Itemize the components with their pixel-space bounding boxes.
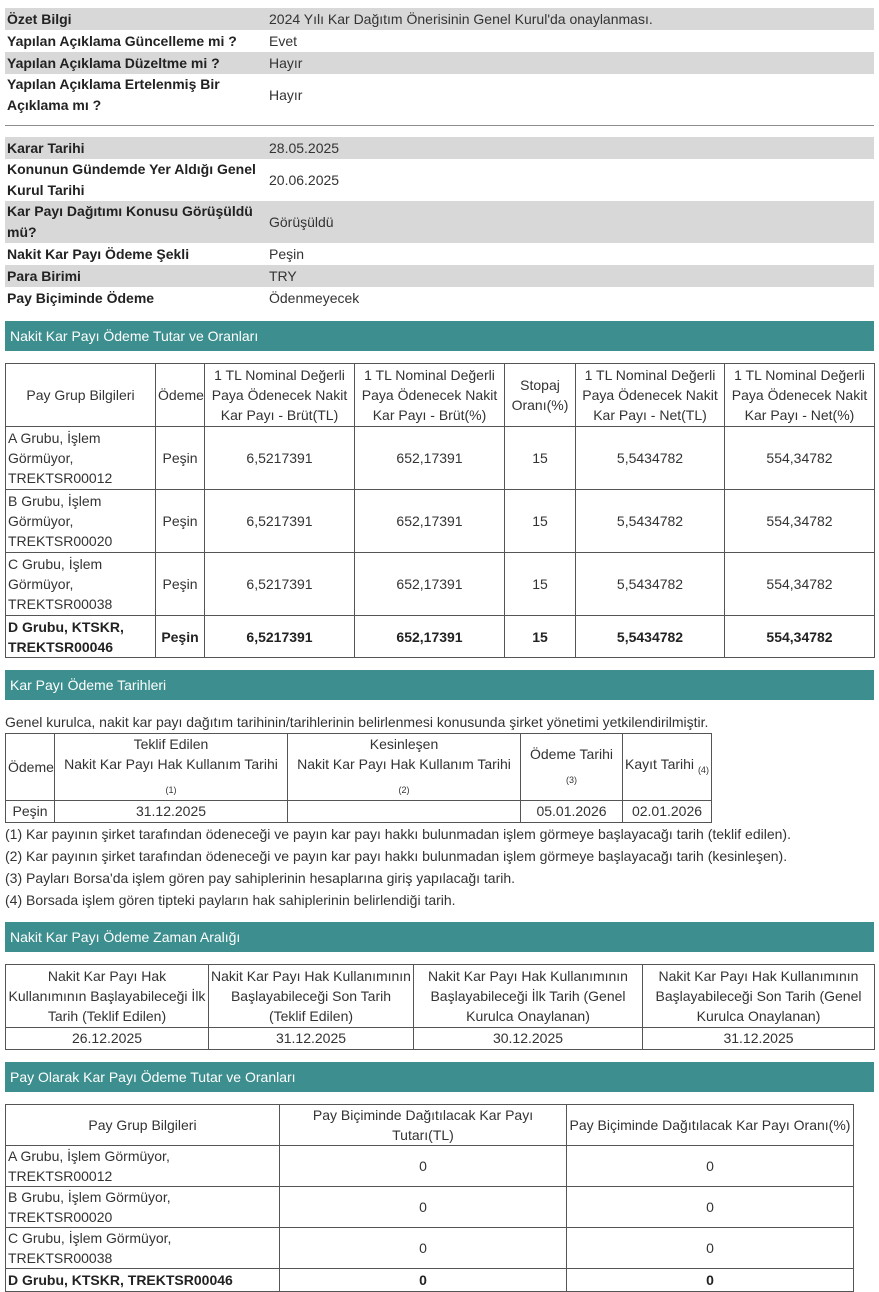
info-label: Nakit Kar Payı Ödeme Şekli: [7, 245, 190, 262]
info-label: Yapılan Açıklama Düzeltme mi ?: [5, 52, 265, 74]
column-header: 1 TL Nominal Değerli Paya Ödenecek Nakit Kar Payı - Brüt(TL): [205, 364, 355, 427]
header-bottom: Nakit Kar Payı Hak Kullanım Tarihi: [297, 756, 511, 772]
payment-cell: Peşin: [156, 616, 205, 658]
header-top: Kesinleşen: [369, 736, 439, 752]
value-cell: 554,34782: [725, 427, 875, 490]
section-header-cash-dividend: Nakit Kar Payı Ödeme Tutar ve Oranları: [5, 321, 874, 351]
section-header-payment-range: Nakit Kar Payı Ödeme Zaman Aralığı: [5, 922, 874, 952]
group-cell: B Grubu, İşlem Görmüyor, TREKTSR00020: [6, 490, 156, 553]
header-bottom: Nakit Kar Payı Hak Kullanım Tarihi: [64, 756, 278, 772]
info-value: Hayır: [269, 86, 303, 103]
decision-info-table: [5, 137, 874, 309]
divider: [5, 125, 874, 126]
table-row: [6, 1227, 854, 1268]
section-header-share-dividend: Pay Olarak Kar Payı Ödeme Tutar ve Oranları: [5, 1062, 874, 1092]
info-label: Özet Bilgi: [5, 8, 265, 30]
column-header: Pay Grup Bilgileri: [6, 364, 156, 427]
info-row: [5, 74, 874, 116]
group-cell: C Grubu, İşlem Görmüyor, TREKTSR00038: [6, 553, 156, 616]
value-cell: 0: [567, 1227, 854, 1268]
table-row: [6, 616, 875, 658]
footnotes: [5, 823, 874, 911]
value-cell: 554,34782: [725, 490, 875, 553]
table-row: [6, 1145, 854, 1186]
group-cell: D Grubu, KTSKR, TREKTSR00046: [6, 1268, 280, 1291]
footnote: (1) Kar payının şirket tarafından ödeneceği ve payın kar payı hakkı bulunmadan işlem görmeye başlayacağı tarih (teklif edilen).: [5, 825, 791, 842]
payment-range-table: [5, 964, 875, 1050]
value-cell: 6,5217391: [205, 553, 355, 616]
info-row: [5, 30, 874, 52]
value-cell: 0: [567, 1268, 854, 1291]
column-header: Pay Biçiminde Dağıtılacak Kar Payı Tutarı(TL): [280, 1104, 567, 1145]
date-cell: 26.12.2025: [6, 1027, 209, 1049]
info-value: 20.06.2025: [269, 171, 340, 188]
date-cell: 05.01.2026: [521, 800, 623, 822]
column-header: [288, 734, 521, 801]
column-header: Ödeme: [156, 364, 205, 427]
group-cell: B Grubu, İşlem Görmüyor, TREKTSR00020: [6, 1186, 280, 1227]
info-value: 2024 Yılı Kar Dağıtım Önerisinin Genel Kurul'da onaylanması.: [265, 8, 874, 30]
info-label: Kar Payı Dağıtımı Konusu Görüşüldü mü?: [5, 201, 265, 243]
column-header: Nakit Kar Payı Hak Kullanımının Başlayabileceği İlk Tarih (Genel Kurulca Onaylanan): [414, 964, 643, 1027]
date-cell: 31.12.2025: [643, 1027, 875, 1049]
info-row: [5, 159, 874, 201]
info-label: Yapılan Açıklama Ertelenmiş Bir Açıklama mı ?: [7, 76, 220, 113]
footnote: (3) Payları Borsa'da işlem gören pay sahiplerinin hesaplarına giriş yapılacağı tarih.: [5, 869, 516, 886]
value-cell: 15: [505, 490, 576, 553]
table-row: [6, 1268, 854, 1291]
header-top: Teklif Edilen: [133, 736, 209, 752]
summary-info-table: [5, 8, 874, 116]
group-cell: A Grubu, İşlem Görmüyor, TREKTSR00012: [6, 1145, 280, 1186]
column-header: 1 TL Nominal Değerli Paya Ödenecek Nakit Kar Payı - Brüt(%): [355, 364, 505, 427]
value-cell: 6,5217391: [205, 490, 355, 553]
column-header: Nakit Kar Payı Hak Kullanımının Başlayabileceği Son Tarih (Teklif Edilen): [209, 964, 414, 1027]
value-cell: 0: [567, 1145, 854, 1186]
value-cell: 6,5217391: [205, 616, 355, 658]
info-row: [5, 52, 874, 74]
info-value: 28.05.2025: [265, 137, 874, 159]
column-header: Stopaj Oranı(%): [505, 364, 576, 427]
footnote: (2) Kar payının şirket tarafından ödeneceği ve payın kar payı hakkı bulunmadan işlem görmeye başlayacağı tarih (kesinleşen).: [5, 847, 788, 864]
info-label: Pay Biçiminde Ödeme: [7, 289, 155, 306]
column-header: Pay Grup Bilgileri: [6, 1104, 280, 1145]
date-cell: 30.12.2025: [414, 1027, 643, 1049]
cash-dividend-table: [5, 363, 875, 658]
table-header-row: [6, 734, 712, 801]
info-label: Yapılan Açıklama Güncelleme mi ?: [7, 32, 237, 49]
value-cell: 6,5217391: [205, 427, 355, 490]
info-row: [5, 265, 874, 287]
header-label: Kayıt Tarihi: [625, 756, 695, 772]
value-cell: 0: [280, 1145, 567, 1186]
payment-cell: Peşin: [6, 800, 55, 822]
footnote-mark: (3): [566, 774, 577, 785]
info-label: Para Birimi: [5, 265, 265, 287]
value-cell: 0: [567, 1186, 854, 1227]
date-cell: [288, 800, 521, 822]
info-value: Evet: [269, 32, 298, 49]
column-header: [623, 734, 712, 801]
payment-cell: Peşin: [156, 490, 205, 553]
value-cell: 5,5434782: [576, 553, 725, 616]
dates-intro-text: Genel kurulca, nakit kar payı dağıtım tarihinin/tarihlerinin belirlenmesi konusunda şirket yönetimi yetkilendirilmiştir.: [5, 714, 709, 730]
value-cell: 554,34782: [725, 616, 875, 658]
value-cell: 0: [280, 1186, 567, 1227]
info-value: Görüşüldü: [265, 201, 874, 243]
group-cell: C Grubu, İşlem Görmüyor, TREKTSR00038: [6, 1227, 280, 1268]
table-row: [6, 800, 712, 822]
value-cell: 5,5434782: [576, 490, 725, 553]
footnote-mark: (4): [697, 764, 709, 775]
value-cell: 0: [280, 1227, 567, 1268]
table-row: [6, 490, 875, 553]
column-header: Nakit Kar Payı Hak Kullanımının Başlayabileceği İlk Tarih (Teklif Edilen): [6, 964, 209, 1027]
payment-cell: Peşin: [156, 427, 205, 490]
info-label: Konunun Gündemde Yer Aldığı Genel Kurul Tarihi: [7, 161, 256, 198]
share-dividend-table: [5, 1104, 854, 1292]
info-value: Peşin: [269, 245, 305, 262]
table-row: [6, 553, 875, 616]
info-row: [5, 243, 874, 265]
table-row: [6, 1186, 854, 1227]
footnote-mark: (2): [398, 784, 410, 795]
value-cell: 15: [505, 616, 576, 658]
value-cell: 652,17391: [355, 553, 505, 616]
column-header: [521, 734, 623, 801]
column-header: 1 TL Nominal Değerli Paya Ödenecek Nakit Kar Payı - Net(%): [725, 364, 875, 427]
column-header: Nakit Kar Payı Hak Kullanımının Başlayabileceği Son Tarih (Genel Kurulca Onaylanan): [643, 964, 875, 1027]
value-cell: 0: [280, 1268, 567, 1291]
value-cell: 15: [505, 427, 576, 490]
value-cell: 5,5434782: [576, 427, 725, 490]
table-header-row: [6, 1104, 854, 1145]
table-header-row: [6, 364, 875, 427]
info-row: [5, 287, 874, 309]
group-cell: A Grubu, İşlem Görmüyor, TREKTSR00012: [6, 427, 156, 490]
info-row: [5, 201, 874, 243]
table-row: [6, 1027, 875, 1049]
info-value: Ödenmeyecek: [269, 289, 360, 306]
footnote: (4) Borsada işlem gören tipteki payların hak sahiplerinin belirlendiği tarih.: [5, 891, 456, 908]
column-header: Pay Biçiminde Dağıtılacak Kar Payı Oranı(%): [567, 1104, 854, 1145]
table-row: [6, 427, 875, 490]
value-cell: 15: [505, 553, 576, 616]
info-row: [5, 137, 874, 159]
value-cell: 652,17391: [355, 427, 505, 490]
group-cell: D Grubu, KTSKR, TREKTSR00046: [6, 616, 156, 658]
footnote-mark: (1): [165, 784, 177, 795]
value-cell: 652,17391: [355, 490, 505, 553]
value-cell: 554,34782: [725, 553, 875, 616]
payment-cell: Peşin: [156, 553, 205, 616]
date-cell: 31.12.2025: [209, 1027, 414, 1049]
info-value: TRY: [265, 265, 874, 287]
column-header: [55, 734, 288, 801]
table-header-row: [6, 964, 875, 1027]
column-header: Ödeme: [6, 734, 55, 801]
info-value: Hayır: [265, 52, 874, 74]
info-label: Karar Tarihi: [5, 137, 265, 159]
info-row: [5, 8, 874, 30]
value-cell: 652,17391: [355, 616, 505, 658]
section-header-payment-dates: Kar Payı Ödeme Tarihleri: [5, 670, 874, 700]
date-cell: 31.12.2025: [55, 800, 288, 822]
column-header: 1 TL Nominal Değerli Paya Ödenecek Nakit Kar Payı - Net(TL): [576, 364, 725, 427]
disclosure-page: [5, 8, 874, 1292]
payment-dates-table: [5, 733, 712, 823]
date-cell: 02.01.2026: [623, 800, 712, 822]
value-cell: 5,5434782: [576, 616, 725, 658]
header-label: Ödeme Tarihi: [529, 746, 613, 762]
